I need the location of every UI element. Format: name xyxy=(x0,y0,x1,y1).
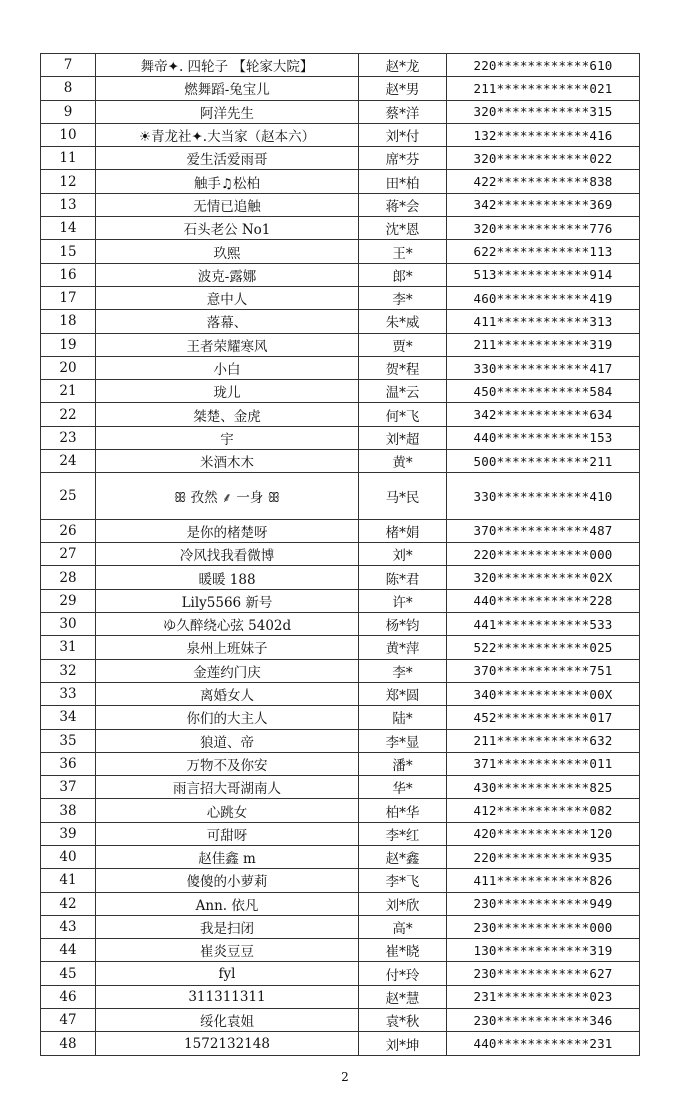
row-number-cell: 9 xyxy=(41,100,96,123)
name-cell: 刘* xyxy=(359,543,447,566)
table-row xyxy=(41,77,640,100)
id-number-cell: 411************313 xyxy=(447,310,640,333)
name-cell: 马*民 xyxy=(359,473,447,520)
row-number-cell: 18 xyxy=(41,310,96,333)
table-row xyxy=(41,752,640,775)
row-number-cell: 48 xyxy=(41,1032,96,1055)
name-cell: 席*芬 xyxy=(359,147,447,170)
name-cell: 赵*龙 xyxy=(359,54,447,77)
nickname-cell: 爱生活爱雨哥 xyxy=(96,147,359,170)
nickname-cell: 311311311 xyxy=(96,985,359,1008)
id-number-cell: 412************082 xyxy=(447,799,640,822)
table-row xyxy=(41,123,640,146)
id-number-cell: 370************487 xyxy=(447,519,640,542)
row-number-cell: 19 xyxy=(41,333,96,356)
id-number-cell: 220************610 xyxy=(447,54,640,77)
name-cell: 贺*程 xyxy=(359,356,447,379)
name-cell: 李*红 xyxy=(359,822,447,845)
id-number-cell: 340************00X xyxy=(447,682,640,705)
name-cell: 许* xyxy=(359,589,447,612)
nickname-cell: 离婚女人 xyxy=(96,682,359,705)
id-number-cell: 211************632 xyxy=(447,729,640,752)
nickname-cell: 意中人 xyxy=(96,286,359,309)
name-cell: 崔*晓 xyxy=(359,939,447,962)
id-number-cell: 422************838 xyxy=(447,170,640,193)
nickname-cell: 波克-露娜 xyxy=(96,263,359,286)
table-row xyxy=(41,240,640,263)
row-number-cell: 45 xyxy=(41,962,96,985)
table-row xyxy=(41,915,640,938)
nickname-cell: 心跳女 xyxy=(96,799,359,822)
nickname-cell: 落幕、 xyxy=(96,310,359,333)
table-row xyxy=(41,892,640,915)
name-cell: 蒋*会 xyxy=(359,193,447,216)
table-row xyxy=(41,217,640,240)
row-number-cell: 47 xyxy=(41,1009,96,1032)
nickname-cell: ꕥ 孜然 ⸙ 一身 ꕥ xyxy=(96,473,359,520)
name-cell: 李* xyxy=(359,286,447,309)
id-number-cell: 320************02X xyxy=(447,566,640,589)
id-number-cell: 230************949 xyxy=(447,892,640,915)
nickname-cell: 王者荣耀寒风 xyxy=(96,333,359,356)
row-number-cell: 16 xyxy=(41,263,96,286)
nickname-cell: Ann. 依凡 xyxy=(96,892,359,915)
name-cell: 刘*付 xyxy=(359,123,447,146)
nickname-cell: 狼道、帝 xyxy=(96,729,359,752)
row-number-cell: 27 xyxy=(41,543,96,566)
nickname-cell: 珑儿 xyxy=(96,380,359,403)
name-cell: 赵*慧 xyxy=(359,985,447,1008)
table-row xyxy=(41,962,640,985)
id-number-cell: 132************416 xyxy=(447,123,640,146)
nickname-cell: 玖熙 xyxy=(96,240,359,263)
table-row xyxy=(41,426,640,449)
row-number-cell: 17 xyxy=(41,286,96,309)
table-row xyxy=(41,589,640,612)
id-number-cell: 450************584 xyxy=(447,380,640,403)
nickname-cell: 你们的大主人 xyxy=(96,706,359,729)
name-cell: 赵*鑫 xyxy=(359,846,447,869)
row-number-cell: 35 xyxy=(41,729,96,752)
row-number-cell: 7 xyxy=(41,54,96,77)
row-number-cell: 15 xyxy=(41,240,96,263)
name-cell: 潘* xyxy=(359,752,447,775)
table-row xyxy=(41,1009,640,1032)
nickname-cell: 雨言招大哥湖南人 xyxy=(96,776,359,799)
table-row xyxy=(41,380,640,403)
row-number-cell: 20 xyxy=(41,356,96,379)
nickname-cell: 燃舞蹈-兔宝儿 xyxy=(96,77,359,100)
nickname-cell: fyl xyxy=(96,962,359,985)
name-cell: 王* xyxy=(359,240,447,263)
id-number-cell: 440************231 xyxy=(447,1032,640,1055)
id-number-cell: 500************211 xyxy=(447,450,640,473)
id-number-cell: 441************533 xyxy=(447,613,640,636)
name-cell: 高* xyxy=(359,915,447,938)
table-row xyxy=(41,729,640,752)
id-number-cell: 342************634 xyxy=(447,403,640,426)
nickname-cell: 万物不及你安 xyxy=(96,752,359,775)
nickname-cell: 宇 xyxy=(96,426,359,449)
nickname-cell: 可甜呀 xyxy=(96,822,359,845)
nickname-cell: 暖暖 188 xyxy=(96,566,359,589)
row-number-cell: 44 xyxy=(41,939,96,962)
name-cell: 黄*萍 xyxy=(359,636,447,659)
table-row xyxy=(41,543,640,566)
row-number-cell: 13 xyxy=(41,193,96,216)
nickname-cell: 泉州上班妹子 xyxy=(96,636,359,659)
id-number-cell: 420************120 xyxy=(447,822,640,845)
name-cell: 刘*欣 xyxy=(359,892,447,915)
table-row xyxy=(41,939,640,962)
nickname-cell: 金莲约门庆 xyxy=(96,659,359,682)
user-list-table xyxy=(40,53,640,1056)
nickname-cell: 赵佳鑫 m xyxy=(96,846,359,869)
nickname-cell: 是你的楮楚呀 xyxy=(96,519,359,542)
table-row xyxy=(41,706,640,729)
nickname-cell: 舞帝✦. 四轮子 【轮家大院】 xyxy=(96,54,359,77)
name-cell: 李*显 xyxy=(359,729,447,752)
name-cell: 付*玲 xyxy=(359,962,447,985)
id-number-cell: 330************410 xyxy=(447,473,640,520)
id-number-cell: 622************113 xyxy=(447,240,640,263)
nickname-cell: 绥化袁姐 xyxy=(96,1009,359,1032)
table-row xyxy=(41,519,640,542)
id-number-cell: 231************023 xyxy=(447,985,640,1008)
table-row xyxy=(41,286,640,309)
id-number-cell: 320************776 xyxy=(447,217,640,240)
id-number-cell: 513************914 xyxy=(447,263,640,286)
row-number-cell: 33 xyxy=(41,682,96,705)
name-cell: 蔡*洋 xyxy=(359,100,447,123)
id-number-cell: 430************825 xyxy=(447,776,640,799)
table-row xyxy=(41,613,640,636)
table-row xyxy=(41,636,640,659)
name-cell: 袁*秋 xyxy=(359,1009,447,1032)
nickname-cell: 阿洋先生 xyxy=(96,100,359,123)
nickname-cell: 冷风找我看微博 xyxy=(96,543,359,566)
row-number-cell: 12 xyxy=(41,170,96,193)
id-number-cell: 460************419 xyxy=(447,286,640,309)
table-row xyxy=(41,822,640,845)
name-cell: 陆* xyxy=(359,706,447,729)
row-number-cell: 40 xyxy=(41,846,96,869)
table-row xyxy=(41,54,640,77)
row-number-cell: 25 xyxy=(41,473,96,520)
name-cell: 沈*恩 xyxy=(359,217,447,240)
nickname-cell: 米酒木木 xyxy=(96,450,359,473)
table-row xyxy=(41,985,640,1008)
id-number-cell: 230************346 xyxy=(447,1009,640,1032)
name-cell: 陈*君 xyxy=(359,566,447,589)
id-number-cell: 370************751 xyxy=(447,659,640,682)
row-number-cell: 11 xyxy=(41,147,96,170)
row-number-cell: 26 xyxy=(41,519,96,542)
row-number-cell: 24 xyxy=(41,450,96,473)
row-number-cell: 32 xyxy=(41,659,96,682)
row-number-cell: 10 xyxy=(41,123,96,146)
name-cell: 楮*娟 xyxy=(359,519,447,542)
id-number-cell: 411************826 xyxy=(447,869,640,892)
id-number-cell: 342************369 xyxy=(447,193,640,216)
id-number-cell: 440************153 xyxy=(447,426,640,449)
table-row xyxy=(41,659,640,682)
table-row xyxy=(41,263,640,286)
row-number-cell: 14 xyxy=(41,217,96,240)
table-row xyxy=(41,682,640,705)
nickname-cell: 石头老公 No1 xyxy=(96,217,359,240)
name-cell: 华* xyxy=(359,776,447,799)
nickname-cell: 触手♫松柏 xyxy=(96,170,359,193)
name-cell: 赵*男 xyxy=(359,77,447,100)
nickname-cell: 桀楚、金虎 xyxy=(96,403,359,426)
table-row xyxy=(41,147,640,170)
id-number-cell: 220************935 xyxy=(447,846,640,869)
row-number-cell: 34 xyxy=(41,706,96,729)
row-number-cell: 42 xyxy=(41,892,96,915)
id-number-cell: 522************025 xyxy=(447,636,640,659)
name-cell: 何*飞 xyxy=(359,403,447,426)
table-row xyxy=(41,473,640,520)
table-row xyxy=(41,403,640,426)
nickname-cell: Lily5566 新号 xyxy=(96,589,359,612)
name-cell: 黄* xyxy=(359,450,447,473)
id-number-cell: 230************627 xyxy=(447,962,640,985)
row-number-cell: 22 xyxy=(41,403,96,426)
id-number-cell: 230************000 xyxy=(447,915,640,938)
row-number-cell: 31 xyxy=(41,636,96,659)
id-number-cell: 130************319 xyxy=(447,939,640,962)
table-row xyxy=(41,333,640,356)
table-row xyxy=(41,566,640,589)
name-cell: 贾* xyxy=(359,333,447,356)
row-number-cell: 37 xyxy=(41,776,96,799)
page-number: 2 xyxy=(341,1070,349,1084)
name-cell: 李* xyxy=(359,659,447,682)
nickname-cell: 1572132148 xyxy=(96,1032,359,1055)
name-cell: 刘*超 xyxy=(359,426,447,449)
name-cell: 杨*钧 xyxy=(359,613,447,636)
id-number-cell: 211************021 xyxy=(447,77,640,100)
id-number-cell: 440************228 xyxy=(447,589,640,612)
name-cell: 温*云 xyxy=(359,380,447,403)
nickname-cell: 无情已追触 xyxy=(96,193,359,216)
row-number-cell: 30 xyxy=(41,613,96,636)
table-row xyxy=(41,100,640,123)
id-number-cell: 320************315 xyxy=(447,100,640,123)
name-cell: 朱*威 xyxy=(359,310,447,333)
table-row xyxy=(41,450,640,473)
id-number-cell: 452************017 xyxy=(447,706,640,729)
nickname-cell: ゆ久醉绕心弦 5402d xyxy=(96,613,359,636)
table-row xyxy=(41,310,640,333)
name-cell: 刘*坤 xyxy=(359,1032,447,1055)
table-row xyxy=(41,356,640,379)
table-row xyxy=(41,170,640,193)
nickname-cell: 傻傻的小萝莉 xyxy=(96,869,359,892)
table-row xyxy=(41,776,640,799)
table-row xyxy=(41,799,640,822)
nickname-cell: 崔炎豆豆 xyxy=(96,939,359,962)
row-number-cell: 36 xyxy=(41,752,96,775)
name-cell: 郎* xyxy=(359,263,447,286)
table-row xyxy=(41,193,640,216)
table-row xyxy=(41,869,640,892)
name-cell: 田*柏 xyxy=(359,170,447,193)
nickname-cell: ☀青龙社✦.大当家（赵本六） xyxy=(96,123,359,146)
row-number-cell: 8 xyxy=(41,77,96,100)
id-number-cell: 220************000 xyxy=(447,543,640,566)
table-row xyxy=(41,1032,640,1055)
id-number-cell: 320************022 xyxy=(447,147,640,170)
nickname-cell: 我是扫闭 xyxy=(96,915,359,938)
id-number-cell: 330************417 xyxy=(447,356,640,379)
row-number-cell: 43 xyxy=(41,915,96,938)
table-row xyxy=(41,846,640,869)
row-number-cell: 38 xyxy=(41,799,96,822)
row-number-cell: 29 xyxy=(41,589,96,612)
id-number-cell: 211************319 xyxy=(447,333,640,356)
row-number-cell: 23 xyxy=(41,426,96,449)
row-number-cell: 28 xyxy=(41,566,96,589)
name-cell: 柏*华 xyxy=(359,799,447,822)
id-number-cell: 371************011 xyxy=(447,752,640,775)
name-cell: 郑*圆 xyxy=(359,682,447,705)
row-number-cell: 46 xyxy=(41,985,96,1008)
row-number-cell: 39 xyxy=(41,822,96,845)
table-body xyxy=(41,54,640,1056)
name-cell: 李*飞 xyxy=(359,869,447,892)
row-number-cell: 41 xyxy=(41,869,96,892)
row-number-cell: 21 xyxy=(41,380,96,403)
nickname-cell: 小白 xyxy=(96,356,359,379)
